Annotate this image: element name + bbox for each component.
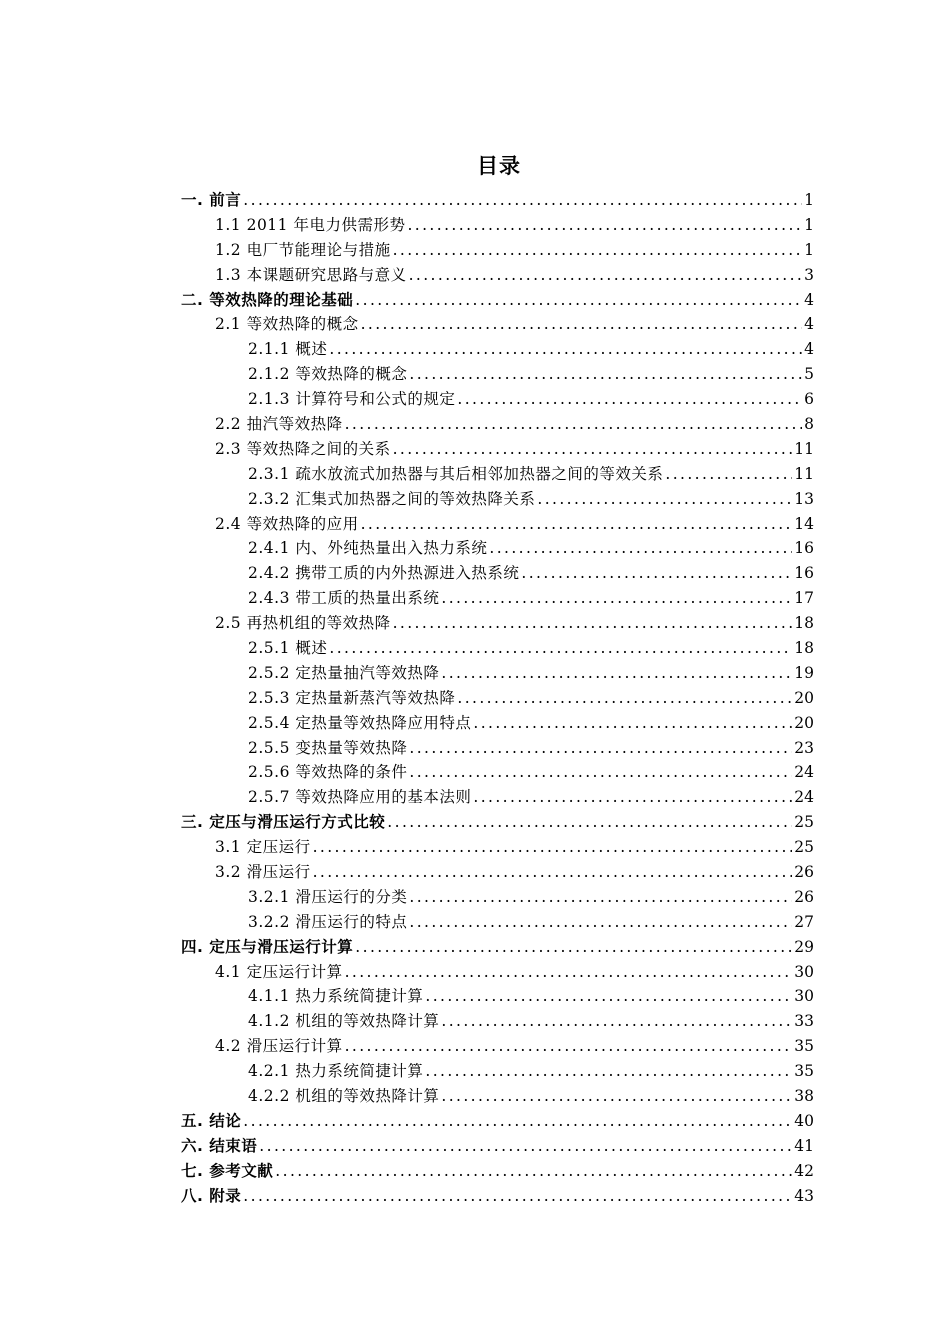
toc-entry-label: 2.3 等效热降之间的关系 bbox=[215, 439, 391, 458]
dot-leader bbox=[409, 263, 803, 288]
toc-entry[interactable] bbox=[181, 487, 814, 512]
toc-entry-label: 2.5.5 变热量等效热降 bbox=[248, 738, 408, 757]
toc-entry-page-number: 29 bbox=[794, 937, 814, 956]
toc-entry-page-number: 5 bbox=[804, 365, 814, 384]
toc-entry-page-number: 26 bbox=[794, 863, 814, 882]
dot-leader bbox=[345, 412, 803, 437]
toc-entry-page-number: 38 bbox=[794, 1087, 814, 1106]
toc-entry-page-number: 1 bbox=[804, 190, 814, 209]
dot-leader bbox=[441, 1009, 792, 1034]
toc-entry[interactable] bbox=[181, 810, 814, 835]
toc-entry[interactable] bbox=[181, 611, 814, 636]
toc-entry-page-number: 1 bbox=[804, 240, 814, 259]
toc-entry-label: 四. 定压与滑压运行计算 bbox=[181, 937, 354, 956]
toc-entry[interactable] bbox=[181, 288, 814, 313]
toc-entry-page-number: 20 bbox=[794, 713, 814, 732]
toc-entry[interactable] bbox=[181, 661, 814, 686]
toc-entry-label: 六. 结束语 bbox=[181, 1136, 258, 1155]
toc-entry[interactable] bbox=[181, 736, 814, 761]
toc-entry-label: 2.5.7 等效热降应用的基本法则 bbox=[248, 788, 472, 807]
toc-entry-page-number: 8 bbox=[804, 415, 814, 433]
dot-leader bbox=[441, 661, 792, 686]
toc-entry[interactable] bbox=[181, 1034, 814, 1059]
dot-leader bbox=[329, 337, 802, 362]
toc-entry[interactable] bbox=[181, 910, 814, 935]
toc-entry-label: 五. 结论 bbox=[181, 1111, 242, 1130]
toc-entry[interactable] bbox=[181, 337, 814, 362]
toc-entry[interactable] bbox=[181, 263, 814, 288]
toc-entry[interactable] bbox=[181, 1084, 814, 1109]
toc-entry-label: 3.2 滑压运行 bbox=[215, 863, 311, 882]
dot-leader bbox=[473, 785, 792, 810]
table-of-contents bbox=[181, 188, 814, 1209]
toc-entry[interactable] bbox=[181, 1009, 814, 1034]
toc-entry-label: 3.2.2 滑压运行的特点 bbox=[248, 912, 408, 931]
toc-entry-label: 2.1.3 计算符号和公式的规定 bbox=[248, 390, 456, 409]
toc-entry[interactable] bbox=[181, 1109, 814, 1134]
toc-entry-label: 4.2.2 机组的等效热降计算 bbox=[248, 1087, 440, 1106]
dot-leader bbox=[425, 1059, 792, 1084]
page-title: 目录 bbox=[477, 153, 521, 178]
toc-entry-label: 2.5.4 定热量等效热降应用特点 bbox=[248, 713, 472, 732]
toc-entry-label: 2.2 抽汽等效热降 bbox=[215, 415, 343, 433]
dot-leader bbox=[259, 1134, 792, 1159]
toc-entry[interactable] bbox=[181, 785, 814, 810]
toc-entry-page-number: 30 bbox=[794, 987, 814, 1006]
toc-entry-page-number: 16 bbox=[794, 539, 814, 558]
toc-entry-label: 七. 参考文献 bbox=[181, 1161, 274, 1180]
toc-entry-page-number: 40 bbox=[794, 1111, 814, 1130]
dot-leader bbox=[345, 1034, 793, 1059]
toc-entry[interactable] bbox=[181, 462, 814, 487]
toc-entry[interactable] bbox=[181, 760, 814, 785]
toc-entry-page-number: 43 bbox=[794, 1186, 814, 1205]
toc-entry[interactable] bbox=[181, 686, 814, 711]
toc-entry-label: 2.3.2 汇集式加热器之间的等效热降关系 bbox=[248, 489, 536, 508]
dot-leader bbox=[355, 288, 802, 313]
dot-leader bbox=[243, 1109, 792, 1134]
toc-entry[interactable] bbox=[181, 512, 814, 537]
toc-entry-label: 4.2 滑压运行计算 bbox=[215, 1037, 343, 1056]
toc-entry-page-number: 11 bbox=[794, 439, 814, 458]
dot-leader bbox=[425, 985, 792, 1010]
toc-entry[interactable] bbox=[181, 586, 814, 611]
toc-entry-page-number: 26 bbox=[794, 887, 814, 906]
toc-entry-label: 2.1.1 概述 bbox=[248, 340, 328, 359]
toc-entry-page-number: 14 bbox=[794, 514, 814, 533]
dot-leader bbox=[537, 487, 792, 512]
toc-entry-page-number: 20 bbox=[794, 688, 814, 707]
dot-leader bbox=[441, 586, 792, 611]
toc-entry[interactable] bbox=[181, 536, 814, 561]
dot-leader bbox=[275, 1159, 792, 1184]
dot-leader bbox=[345, 960, 793, 985]
dot-leader bbox=[409, 885, 792, 910]
toc-entry[interactable] bbox=[181, 412, 814, 437]
toc-entry-label: 3.2.1 滑压运行的分类 bbox=[248, 887, 408, 906]
toc-entry-page-number: 24 bbox=[794, 788, 814, 807]
toc-entry[interactable] bbox=[181, 885, 814, 910]
toc-entry[interactable] bbox=[181, 312, 814, 337]
toc-entry-page-number: 35 bbox=[794, 1037, 814, 1056]
toc-entry-label: 2.5.3 定热量新蒸汽等效热降 bbox=[248, 688, 456, 707]
toc-entry-page-number: 41 bbox=[794, 1136, 814, 1155]
toc-entry-page-number: 6 bbox=[804, 390, 814, 409]
toc-entry-label: 2.4.1 内、外纯热量出入热力系统 bbox=[248, 539, 488, 558]
toc-entry[interactable] bbox=[181, 860, 814, 885]
toc-entry-label: 2.3.1 疏水放流式加热器与其后相邻加热器之间的等效关系 bbox=[248, 464, 664, 483]
dot-leader bbox=[457, 686, 792, 711]
toc-entry[interactable] bbox=[181, 935, 814, 960]
toc-entry-page-number: 18 bbox=[794, 614, 814, 633]
toc-entry[interactable] bbox=[181, 188, 814, 213]
toc-entry[interactable] bbox=[181, 1159, 814, 1184]
toc-entry[interactable] bbox=[181, 238, 814, 263]
toc-entry-label: 八. 附录 bbox=[181, 1186, 242, 1205]
toc-entry-label: 4.1 定压运行计算 bbox=[215, 962, 343, 981]
toc-entry-page-number: 4 bbox=[804, 290, 814, 309]
dot-leader bbox=[407, 213, 802, 238]
toc-entry-label: 1.2 电厂节能理论与措施 bbox=[215, 240, 391, 259]
toc-entry-label: 1.3 本课题研究思路与意义 bbox=[215, 265, 407, 284]
dot-leader bbox=[329, 636, 792, 661]
toc-entry-label: 4.1.2 机组的等效热降计算 bbox=[248, 1012, 440, 1031]
toc-entry-label: 三. 定压与滑压运行方式比较 bbox=[181, 813, 386, 832]
dot-leader bbox=[313, 860, 793, 885]
toc-entry[interactable] bbox=[181, 636, 814, 661]
toc-entry[interactable] bbox=[181, 387, 814, 412]
dot-leader bbox=[457, 387, 802, 412]
toc-entry-label: 2.5.1 概述 bbox=[248, 639, 328, 658]
dot-leader bbox=[665, 462, 792, 487]
dot-leader bbox=[441, 1084, 792, 1109]
toc-entry-page-number: 18 bbox=[794, 639, 814, 658]
dot-leader bbox=[409, 736, 792, 761]
toc-entry-label: 3.1 定压运行 bbox=[215, 838, 311, 857]
toc-entry-page-number: 33 bbox=[794, 1012, 814, 1031]
toc-entry[interactable] bbox=[181, 362, 814, 387]
dot-leader bbox=[243, 1184, 792, 1209]
toc-entry-label: 2.5 再热机组的等效热降 bbox=[215, 614, 391, 633]
toc-entry-label: 2.4 等效热降的应用 bbox=[215, 514, 359, 533]
toc-entry-page-number: 23 bbox=[794, 738, 814, 757]
toc-entry[interactable] bbox=[181, 561, 814, 586]
toc-entry-page-number: 25 bbox=[794, 813, 814, 832]
toc-entry-label: 2.5.6 等效热降的条件 bbox=[248, 763, 408, 782]
toc-entry-page-number: 17 bbox=[794, 589, 814, 608]
dot-leader bbox=[473, 711, 792, 736]
dot-leader bbox=[393, 437, 793, 462]
dot-leader bbox=[409, 910, 792, 935]
toc-entry-page-number: 16 bbox=[794, 564, 814, 583]
toc-entry[interactable] bbox=[181, 835, 814, 860]
dot-leader bbox=[393, 611, 793, 636]
toc-entry[interactable] bbox=[181, 1134, 814, 1159]
toc-entry-label: 2.4.2 携带工质的内外热源进入热系统 bbox=[248, 564, 520, 583]
toc-entry-page-number: 3 bbox=[804, 265, 814, 284]
dot-leader bbox=[243, 188, 802, 213]
toc-entry-page-number: 13 bbox=[794, 489, 814, 508]
dot-leader bbox=[361, 512, 793, 537]
dot-leader bbox=[387, 810, 792, 835]
toc-entry-page-number: 24 bbox=[794, 763, 814, 782]
toc-entry-label: 2.4.3 带工质的热量出系统 bbox=[248, 589, 440, 608]
toc-entry-page-number: 4 bbox=[804, 340, 814, 359]
toc-entry-page-number: 1 bbox=[804, 215, 814, 234]
toc-entry-page-number: 11 bbox=[794, 464, 814, 483]
toc-entry-page-number: 30 bbox=[794, 962, 814, 981]
toc-entry-label: 2.1 等效热降的概念 bbox=[215, 315, 359, 334]
toc-entry-page-number: 4 bbox=[804, 315, 814, 334]
dot-leader bbox=[361, 312, 803, 337]
toc-entry-label: 4.2.1 热力系统简捷计算 bbox=[248, 1062, 424, 1081]
dot-leader bbox=[313, 835, 793, 860]
toc-entry-label: 4.1.1 热力系统简捷计算 bbox=[248, 987, 424, 1006]
dot-leader bbox=[393, 238, 803, 263]
toc-entry[interactable] bbox=[181, 1184, 814, 1209]
toc-entry-page-number: 25 bbox=[794, 838, 814, 857]
toc-entry[interactable] bbox=[181, 437, 814, 462]
toc-entry[interactable] bbox=[181, 213, 814, 238]
dot-leader bbox=[521, 561, 792, 586]
toc-entry-label: 1.1 2011 年电力供需形势 bbox=[215, 215, 406, 234]
dot-leader bbox=[489, 536, 792, 561]
toc-entry-label: 2.5.2 定热量抽汽等效热降 bbox=[248, 663, 440, 682]
dot-leader bbox=[409, 362, 802, 387]
toc-entry[interactable] bbox=[181, 1059, 814, 1084]
dot-leader bbox=[409, 760, 792, 785]
toc-entry-label: 一. 前言 bbox=[181, 190, 242, 209]
toc-entry-page-number: 27 bbox=[794, 912, 814, 931]
toc-entry-page-number: 19 bbox=[794, 663, 814, 682]
toc-entry[interactable] bbox=[181, 985, 814, 1010]
toc-entry-label: 二. 等效热降的理论基础 bbox=[181, 290, 354, 309]
toc-entry[interactable] bbox=[181, 711, 814, 736]
dot-leader bbox=[355, 935, 792, 960]
toc-entry-page-number: 35 bbox=[794, 1062, 814, 1081]
toc-entry[interactable] bbox=[181, 960, 814, 985]
toc-entry-page-number: 42 bbox=[794, 1161, 814, 1180]
toc-entry-label: 2.1.2 等效热降的概念 bbox=[248, 365, 408, 384]
